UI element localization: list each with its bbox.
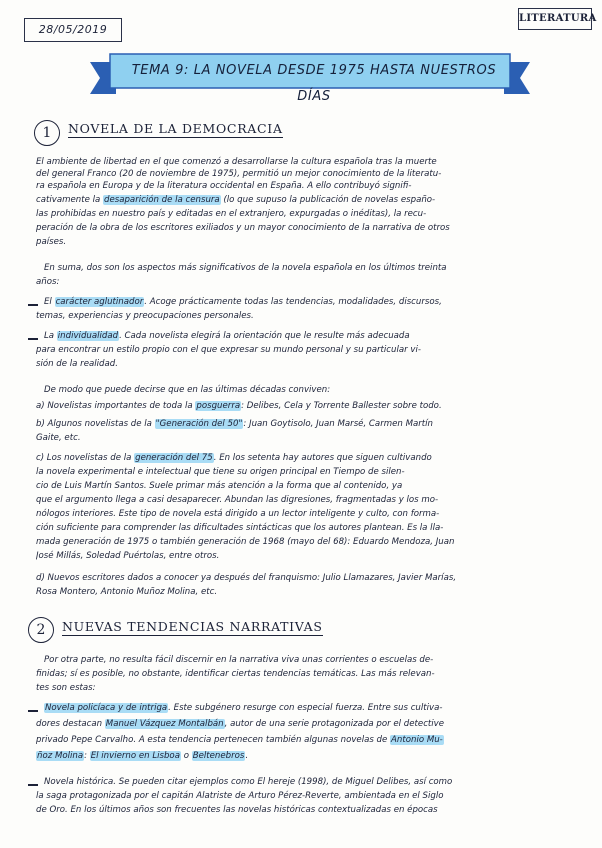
subject-box: LITERATURA bbox=[518, 8, 592, 30]
text-line: a) Novelistas importantes de toda la posguerra: Delibes, Cela y Torrente Ballester sobre todo. bbox=[36, 401, 442, 411]
text-line: b) Algunos novelistas de la "Generación del 50": Juan Goytisolo, Juan Marsé, Carmen Martín bbox=[36, 419, 433, 429]
highlight-beltenebros: Beltenebros bbox=[192, 751, 245, 761]
page-title: TEMA 9: LA NOVELA DESDE 1975 HASTA NUESTROS DÍAS bbox=[131, 63, 497, 104]
section-number-1: 1 bbox=[34, 120, 60, 146]
highlight-vazquez-montalban: Manuel Vázquez Montalbán bbox=[105, 719, 224, 729]
highlight-generacion-50: "Generación del 50" bbox=[155, 419, 243, 429]
text-line: del general Franco (20 de noviembre de 1975), permitió un mejor conocimiento de la literatu- bbox=[36, 169, 442, 179]
text-line: De modo que puede decirse que en las últimas décadas conviven: bbox=[44, 385, 331, 395]
text-line: que el argumento llega a casi desaparecer. Abundan las digresiones, fragmentadas y los mo- bbox=[36, 495, 439, 505]
text-line: privado Pepe Carvalho. A esta tendencia pertenecen también algunas novelas de Antonio Mu- bbox=[36, 735, 443, 745]
text-line: En suma, dos son los aspectos más significativos de la novela española en los últimos treinta bbox=[44, 263, 447, 273]
text-line: peración de la obra de los escritores exiliados y un mayor conocimiento de la narrativa de otros bbox=[36, 223, 450, 233]
highlight-censura: desaparición de la censura bbox=[103, 195, 220, 205]
text-line: ción suficiente para comprender las dificultades sintácticas que los autores plantean. Es la lla- bbox=[36, 523, 444, 533]
date-box: 28/05/2019 bbox=[24, 18, 122, 42]
text-line: ra española en Europa y de la literatura occidental en España. A ello contribuyó signifi- bbox=[36, 181, 412, 191]
text-line: cio de Luis Martín Santos. Suele primar más atención a la forma que al contenido, ya bbox=[36, 481, 403, 491]
section-heading-2: NUEVAS TENDENCIAS NARRATIVAS bbox=[62, 619, 323, 634]
text-line: la saga protagonizada por el capitán Alatriste de Arturo Pérez-Reverte, ambientada en el Siglo bbox=[36, 791, 444, 801]
text-line: Novela policíaca y de intriga. Este subgénero resurge con especial fuerza. Entre sus cultiva- bbox=[45, 703, 443, 713]
highlight-generacion-75: generación del 75 bbox=[135, 453, 213, 463]
text-line: d) Nuevos escritores dados a conocer ya después del franquismo: Julio Llamazares, Javier Marías, bbox=[36, 573, 457, 583]
text-line: Rosa Montero, Antonio Muñoz Molina, etc. bbox=[36, 587, 218, 597]
text-line: países. bbox=[36, 237, 67, 247]
text-line: dores destacan Manuel Vázquez Montalbán, autor de una serie protagonizada por el detective bbox=[36, 719, 445, 729]
highlight-individualidad: individualidad bbox=[57, 331, 119, 341]
text-line: ñoz Molina: El invierno en Lisboa o Beltenebros. bbox=[37, 751, 249, 761]
text-line: de Oro. En los últimos años son frecuentes las novelas históricas contextualizadas en épocas bbox=[36, 805, 438, 815]
bullet-dash bbox=[28, 338, 38, 340]
text-line: Gaite, etc. bbox=[36, 433, 81, 443]
highlight-aglutinador: carácter aglutinador bbox=[55, 297, 144, 307]
text-line: cativamente la desaparición de la censura (lo que supuso la publicación de novelas españo- bbox=[36, 195, 436, 205]
text-line: mada generación de 1975 o también generación de 1968 (mayo del 68): Eduardo Mendoza, Juan bbox=[36, 537, 455, 547]
section-number-2: 2 bbox=[28, 617, 54, 643]
text-line: Novela histórica. Se pueden citar ejemplos como El hereje (1998), de Miguel Delibes, así como bbox=[44, 777, 453, 787]
text-line: sión de la realidad. bbox=[36, 359, 118, 369]
title-banner bbox=[90, 48, 530, 104]
text-line: La individualidad. Cada novelista elegirá la orientación que le resulte más adecuada bbox=[44, 331, 410, 341]
bullet-dash bbox=[28, 784, 38, 786]
highlight-munoz-molina-2: ñoz Molina bbox=[37, 751, 84, 761]
highlight-novela-policiaca: Novela policíaca y de intriga bbox=[45, 703, 168, 713]
text-line: c) Los novelistas de la generación del 75. En los setenta hay autores que siguen cultivando bbox=[36, 453, 432, 463]
text-line: tes son estas: bbox=[36, 683, 96, 693]
text-line: la novela experimental e intelectual que tiene su origen principal en Tiempo de silen- bbox=[36, 467, 405, 477]
highlight-munoz-molina: Antonio Mu- bbox=[391, 735, 443, 745]
bullet-dash bbox=[28, 710, 38, 712]
highlight-posguerra: posguerra bbox=[196, 401, 241, 411]
bullet-dash bbox=[28, 304, 38, 306]
text-line: José Millás, Soledad Puértolas, entre otros. bbox=[36, 551, 220, 561]
text-line: las prohibidas en nuestro país y editadas en el extranjero, expurgadas o inéditas), la recu- bbox=[36, 209, 427, 219]
text-line: temas, experiencias y preocupaciones personales. bbox=[36, 311, 254, 321]
section-heading-1: NOVELA DE LA DEMOCRACIA bbox=[68, 121, 283, 136]
text-line: Por otra parte, no resulta fácil discernir en la narrativa viva unas corrientes o escuelas de- bbox=[44, 655, 434, 665]
text-line: El carácter aglutinador. Acoge prácticamente todas las tendencias, modalidades, discursos, bbox=[44, 297, 442, 307]
text-line: años: bbox=[36, 277, 60, 287]
text-line: para encontrar un estilo propio con el que expresar su mundo personal y su particular vi- bbox=[36, 345, 421, 355]
highlight-invierno-lisboa: El invierno en Lisboa bbox=[90, 751, 180, 761]
text-line: El ambiente de libertad en el que comenzó a desarrollarse la cultura española tras la muerte bbox=[36, 157, 437, 167]
text-line: nólogos interiores. Este tipo de novela está dirigido a un lector inteligente y culto, con forma- bbox=[36, 509, 440, 519]
text-line: finidas; sí es posible, no obstante, identificar ciertas tendencias temáticas. Las más relevan- bbox=[36, 669, 435, 679]
